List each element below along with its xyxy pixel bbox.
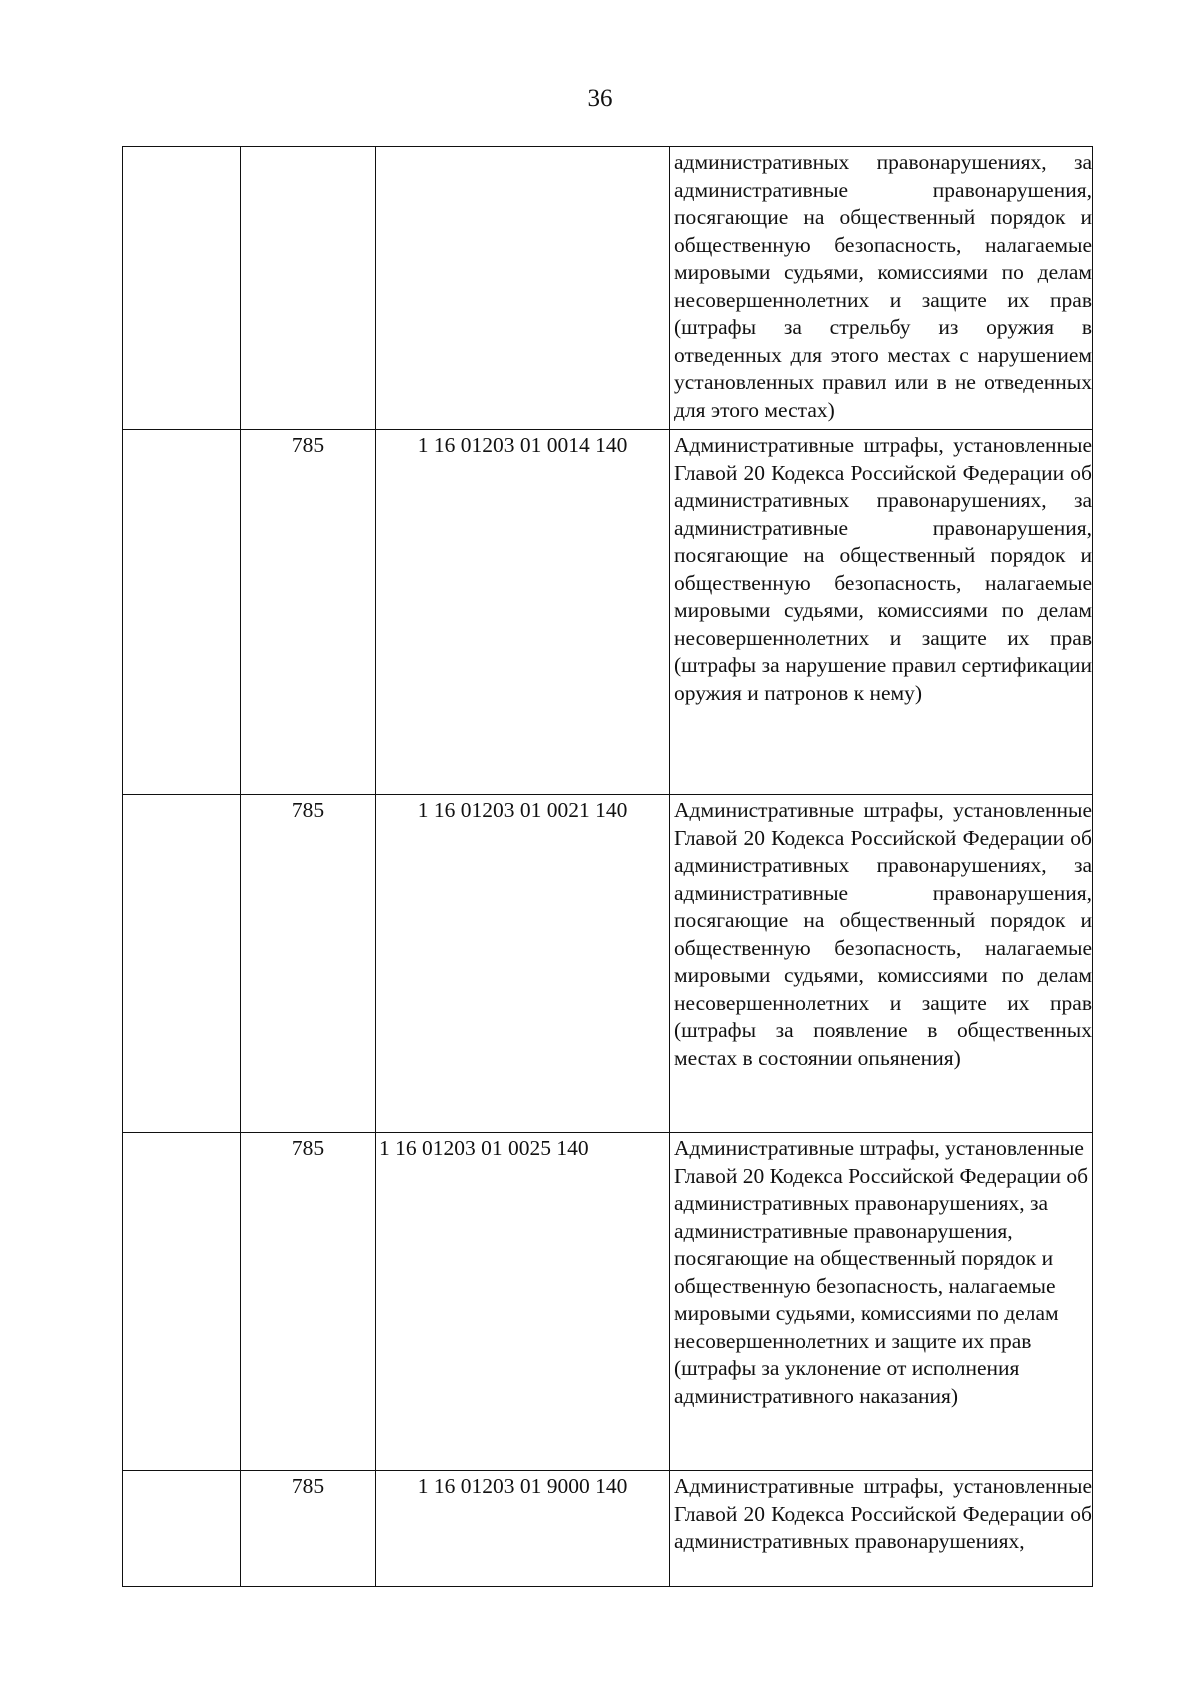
empty-cell <box>123 1133 241 1471</box>
table-row <box>123 430 1093 795</box>
empty-cell <box>123 430 241 795</box>
revenue-description: Административные штрафы, установленные Главой 20 Кодекса Российской Федерации об административных правонарушениях, за административные правонарушения, посягающие на общественный порядок и общественную безопасность, налагаемые мировыми судьями, комиссиями по делам несовершеннолетних и защите их прав (штрафы за появление в общественных местах в состоянии опьянения) <box>674 798 1092 1070</box>
revenue-description: административных правонарушениях, за административные правонарушения, посягающие на общественный порядок и общественную безопасность, налагаемые мировыми судьями, комиссиями по делам несовершеннолетних и защите их прав (штрафы за стрельбу из оружия в отведенных для этого местах с нарушением установленных правил или в не отведенных для этого местах) <box>674 150 1092 422</box>
revenue-description: Административные штрафы, установленные Главой 20 Кодекса Российской Федерации об административных правонарушениях, за административные правонарушения, посягающие на общественный порядок и общественную безопасность, налагаемые мировыми судьями, комиссиями по делам несовершеннолетних и защите их прав (штрафы за уклонение от исполнения административного наказания) <box>674 1136 1089 1408</box>
description-cell <box>670 1133 1093 1471</box>
description-cell <box>670 147 1093 430</box>
budget-classification-code: 1 16 01203 01 9000 140 <box>417 1474 628 1498</box>
budget-classification-code: 1 16 01203 01 0021 140 <box>417 798 628 822</box>
administrator-code-cell <box>241 795 376 1133</box>
description-cell <box>670 430 1093 795</box>
administrator-code-cell <box>241 1471 376 1587</box>
administrator-code: 785 <box>291 1136 325 1160</box>
administrator-code-cell <box>241 430 376 795</box>
budget-classification-code: 1 16 01203 01 0014 140 <box>417 433 628 457</box>
administrator-code: 785 <box>291 798 325 822</box>
administrator-code-cell <box>241 147 376 430</box>
table-row <box>123 1471 1093 1587</box>
page-number: 36 <box>587 85 613 112</box>
table-row <box>123 795 1093 1133</box>
budget-classification-code: 1 16 01203 01 0025 140 <box>379 1136 589 1160</box>
budget-code-cell <box>376 1133 670 1471</box>
budget-code-cell <box>376 795 670 1133</box>
budget-codes-table <box>122 146 1093 1587</box>
revenue-description: Административные штрафы, установленные Главой 20 Кодекса Российской Федерации об административных правонарушениях, за административные правонарушения, посягающие на общественный порядок и общественную безопасность, налагаемые мировыми судьями, комиссиями по делам несовершеннолетних и защите их прав (штрафы за нарушение правил сертификации оружия и патронов к нему) <box>674 433 1092 705</box>
empty-cell <box>123 147 241 430</box>
empty-cell <box>123 795 241 1133</box>
description-cell <box>670 1471 1093 1587</box>
revenue-description: Административные штрафы, установленные Главой 20 Кодекса Российской Федерации об административных правонарушениях, <box>674 1474 1092 1553</box>
table-row <box>123 1133 1093 1471</box>
administrator-code: 785 <box>291 433 325 457</box>
empty-cell <box>123 1471 241 1587</box>
budget-code-cell <box>376 430 670 795</box>
table-row <box>123 147 1093 430</box>
administrator-code: 785 <box>291 1474 325 1498</box>
administrator-code-cell <box>241 1133 376 1471</box>
budget-code-cell <box>376 1471 670 1587</box>
description-cell <box>670 795 1093 1133</box>
budget-code-cell <box>376 147 670 430</box>
